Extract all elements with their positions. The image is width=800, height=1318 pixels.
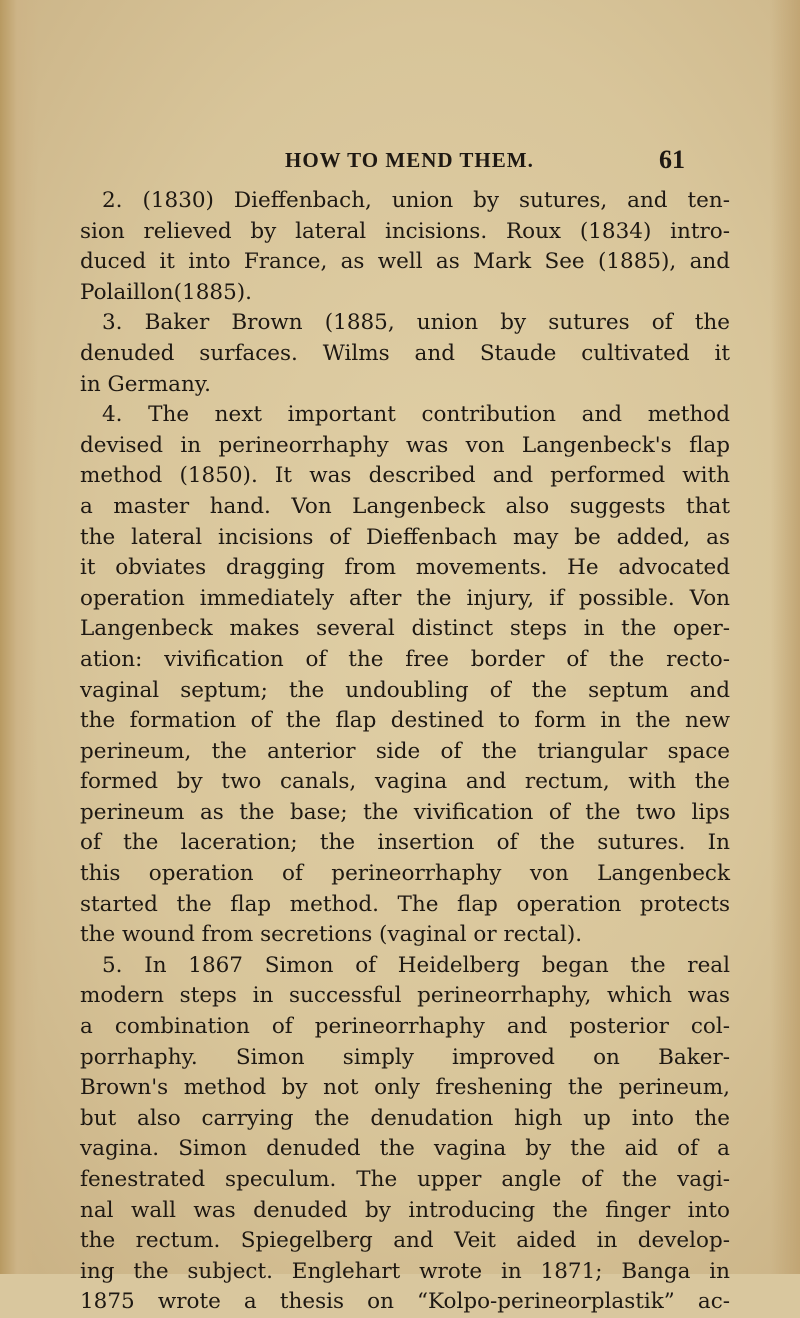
text-line: sion relieved by lateral incisions. Roux (1834) intro- bbox=[80, 218, 730, 244]
page-number: 61 bbox=[659, 145, 685, 174]
body-text bbox=[80, 186, 730, 1318]
text-line: denuded surfaces. Wilms and Staude cultivated it bbox=[80, 340, 730, 366]
text-line: a master hand. Von Langenbeck also suggests that bbox=[80, 493, 730, 519]
text-line: nal wall was denuded by introducing the finger into bbox=[80, 1197, 730, 1223]
text-line: Langenbeck makes several distinct steps in the oper- bbox=[80, 616, 730, 642]
text-line: 2. (1830) Dieffenbach, union by sutures, and ten- bbox=[102, 188, 730, 213]
text-line: method (1850). It was described and performed with bbox=[80, 463, 730, 489]
text-line: a combination of perineorrhaphy and posterior col- bbox=[80, 1014, 730, 1040]
text-line: 5. In 1867 Simon of Heidelberg began the real bbox=[102, 952, 730, 978]
text-line: formed by two canals, vagina and rectum, with the bbox=[80, 769, 730, 795]
text-line: 1875 wrote a thesis on “Kolpo-perineorplastik” ac- bbox=[80, 1289, 730, 1315]
page-edge-shadow-left bbox=[0, 0, 38, 1274]
text-line: this operation of perineorrhaphy von Langenbeck bbox=[80, 861, 730, 887]
text-line: vagina. Simon denuded the vagina by the aid of a bbox=[80, 1136, 730, 1162]
text-line: fenestrated speculum. The upper angle of the vagi- bbox=[80, 1167, 730, 1192]
text-line: started the flap method. The flap operation protects bbox=[80, 891, 730, 917]
text-line: 4. The next important contribution and method bbox=[102, 402, 730, 428]
text-line: vaginal septum; the undoubling of the septum and bbox=[80, 677, 730, 703]
text-line: the wound from secretions (vaginal or rectal). bbox=[80, 922, 583, 948]
page-edge-shadow-right bbox=[770, 0, 800, 1274]
text-line: devised in perineorrhaphy was von Langenbeck's flap bbox=[80, 432, 730, 458]
text-line: operation immediately after the injury, if possible. Von bbox=[80, 585, 730, 611]
text-line: perineum as the base; the vivification of the two lips bbox=[80, 799, 730, 825]
text-line: modern steps in successful perineorrhaphy, which was bbox=[80, 983, 730, 1009]
text-line: Polaillon(1885). bbox=[80, 279, 252, 305]
text-line: ing the subject. Englehart wrote in 1871; Banga in bbox=[80, 1258, 730, 1284]
text-line: in Germany. bbox=[80, 371, 211, 397]
text-line: 3. Baker Brown (1885, union by sutures of the bbox=[102, 310, 730, 336]
text-line: the lateral incisions of Dieffenbach may be added, as bbox=[80, 524, 730, 550]
text-line: but also carrying the denudation high up into the bbox=[80, 1105, 730, 1131]
running-head: HOW TO MEND THEM. bbox=[285, 148, 534, 172]
text-line: duced it into France, as well as Mark See (1885), and bbox=[80, 249, 730, 275]
text-line: Brown's method by not only freshening the perineum, bbox=[80, 1075, 730, 1101]
text-line: perineum, the anterior side of the triangular space bbox=[80, 738, 730, 764]
page-header bbox=[0, 145, 800, 178]
text-line: ation: vivification of the free border of the recto- bbox=[80, 646, 730, 672]
text-line: the formation of the flap destined to form in the new bbox=[80, 708, 730, 734]
text-line: the rectum. Spiegelberg and Veit aided in develop- bbox=[80, 1228, 730, 1254]
text-line: it obviates dragging from movements. He advocated bbox=[80, 555, 730, 581]
text-line: porrhaphy. Simon simply improved on Baker- bbox=[80, 1044, 730, 1070]
text-line: of the laceration; the insertion of the sutures. In bbox=[80, 830, 730, 856]
